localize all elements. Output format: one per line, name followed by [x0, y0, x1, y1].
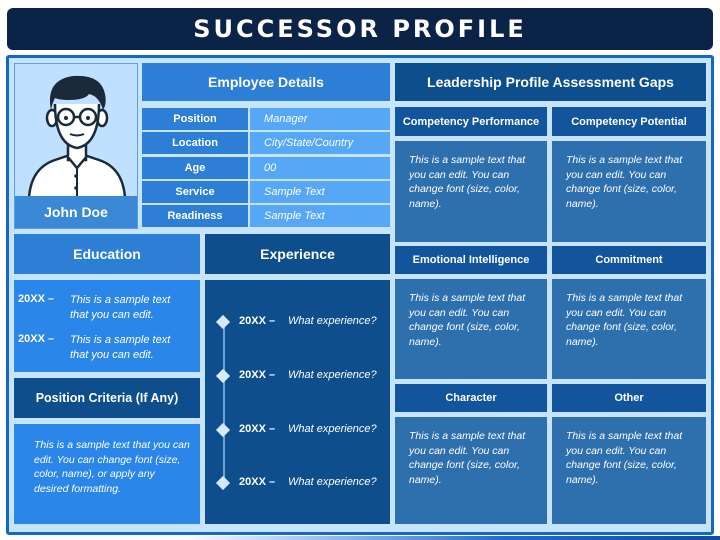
- bottom-strip: [0, 536, 720, 540]
- experience-heading: Experience: [205, 234, 390, 274]
- leadership-cell-title: Character: [395, 384, 547, 412]
- leadership-cell-title: Competency Potential: [552, 107, 706, 136]
- detail-label: Position: [142, 108, 248, 130]
- leadership-cell-text: This is a sample text that you can edit. You can change font (size, color, name).: [395, 417, 547, 524]
- detail-row-age: [142, 157, 390, 179]
- timeline-text: What experience?: [288, 423, 377, 435]
- employee-details-heading: Employee Details: [142, 63, 390, 101]
- avatar-card: [14, 63, 138, 229]
- education-text: This is a sample text that you can edit.: [70, 334, 171, 361]
- timeline-year: 20XX –: [239, 476, 276, 488]
- detail-value: City/State/Country: [250, 132, 390, 154]
- detail-row-service: [142, 181, 390, 203]
- detail-value: Sample Text: [250, 181, 390, 203]
- detail-label: Service: [142, 181, 248, 203]
- leadership-cell-text: This is a sample text that you can edit. You can change font (size, color, name).: [395, 279, 547, 379]
- page-title: SUCCESSOR PROFILE: [7, 8, 713, 50]
- timeline-year: 20XX –: [239, 315, 276, 327]
- leadership-cell-text: This is a sample text that you can edit. You can change font (size, color, name).: [552, 417, 706, 524]
- timeline-text: What experience?: [288, 315, 377, 327]
- detail-row-position: [142, 108, 390, 130]
- leadership-heading: Leadership Profile Assessment Gaps: [395, 63, 706, 101]
- position-criteria-heading: Position Criteria (If Any): [14, 378, 200, 418]
- leadership-cell-text: This is a sample text that you can edit. You can change font (size, color, name).: [552, 141, 706, 242]
- leadership-cell-title: Other: [552, 384, 706, 412]
- detail-value: Manager: [250, 108, 390, 130]
- leadership-cell-title: Commitment: [552, 246, 706, 274]
- education-text: This is a sample text that you can edit.: [70, 294, 171, 321]
- detail-value: 00: [250, 157, 390, 179]
- leadership-cell-text: This is a sample text that you can edit. You can change font (size, color, name).: [395, 141, 547, 242]
- person-icon: [15, 64, 139, 198]
- timeline-line: [223, 320, 225, 482]
- leadership-cell-title: Competency Performance: [395, 107, 547, 136]
- detail-label: Location: [142, 132, 248, 154]
- detail-label: Readiness: [142, 205, 248, 227]
- detail-label: Age: [142, 157, 248, 179]
- position-criteria-text: This is a sample text that you can edit. You can change font (size, color, name), or apply any desired formatting.: [14, 424, 200, 524]
- leadership-cell-text: This is a sample text that you can edit. You can change font (size, color, name).: [552, 279, 706, 379]
- timeline-text: What experience?: [288, 476, 377, 488]
- timeline-year: 20XX –: [239, 423, 276, 435]
- detail-row-location: [142, 132, 390, 154]
- education-heading: Education: [14, 234, 200, 274]
- timeline-year: 20XX –: [239, 369, 276, 381]
- detail-row-readiness: [142, 205, 390, 227]
- timeline-text: What experience?: [288, 369, 377, 381]
- person-name: John Doe: [15, 196, 137, 228]
- detail-value: Sample Text: [250, 205, 390, 227]
- education-year: 20XX –: [18, 293, 55, 305]
- leadership-cell-title: Emotional Intelligence: [395, 246, 547, 274]
- education-year: 20XX –: [18, 333, 55, 345]
